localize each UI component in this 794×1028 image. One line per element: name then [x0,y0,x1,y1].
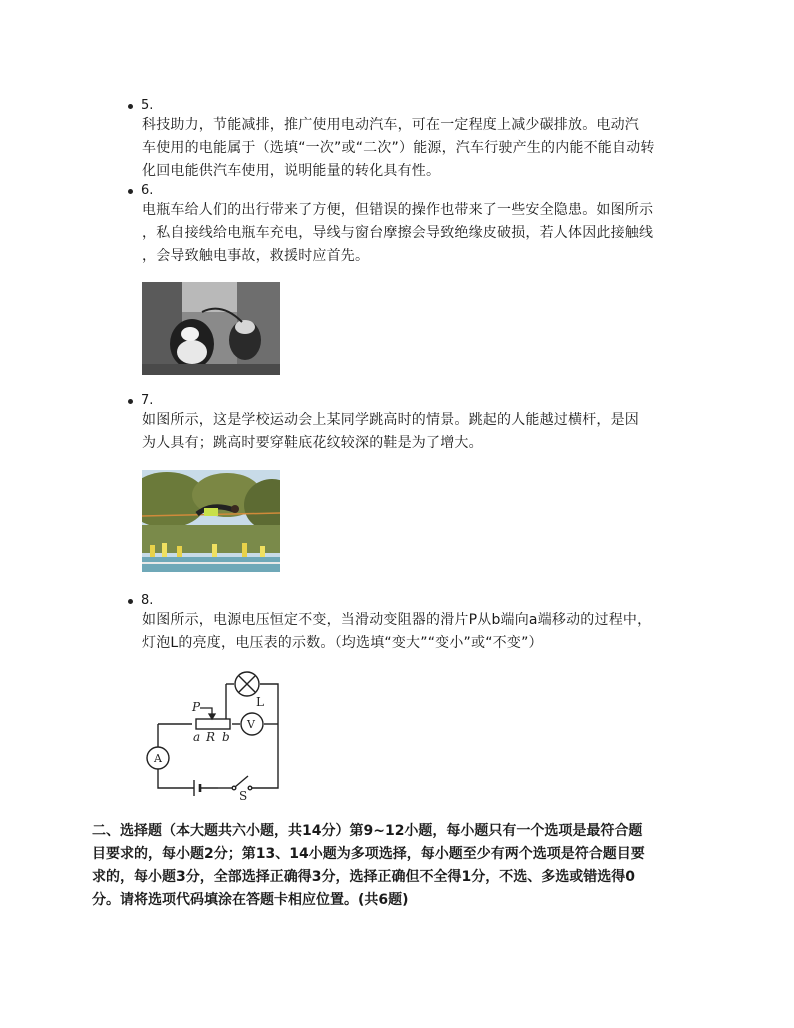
question-8-line-2: 灯泡L的亮度，电压表的示数。（均选填“变大”“变小”或“不变”） [142,635,543,651]
lamp-icon [235,672,259,696]
question-6-number-row [128,183,718,199]
question-5-number-row [128,98,718,114]
question-8-text [142,609,718,655]
rheostat-resistor [196,719,230,729]
section-2-line-1: 二、选择题（本大题共六小题，共14分）第9~12小题，每小题只有一个选项是最符合题 [92,823,643,839]
label-r: R [206,730,216,744]
ebike-charging-photo [142,282,280,375]
question-5-line-2: 车使用的电能属于（选填“一次”或“二次”）能源，汽车行驶产生的内能不能自动转 [142,140,655,156]
label-p: P [192,700,201,714]
question-8-line-1: 如图所示，电源电压恒定不变，当滑动变阻器的滑片P从b端向a端移动的过程中， [142,612,652,628]
question-6-number: 6. [141,183,154,198]
question-8 [128,593,718,655]
question-6 [128,183,718,268]
label-s: S [239,789,248,802]
question-6-line-2: ，私自接线给电瓶车充电，导线与窗台摩擦会导致绝缘皮破损，若人体因此接触线 [142,225,654,241]
section-2-line-2: 目要求的，每小题2分；第13、14小题为多项选择，每小题至少有两个选项是符合题目要 [92,846,645,862]
circuit-diagram [140,666,290,802]
bullet-icon [128,189,133,194]
question-5-number: 5. [141,98,154,113]
section-2-line-3: 求的，每小题3分，全部选择正确得3分，选择正确但不全得1分，不选、多选或错选得0 [92,869,635,885]
question-6-text [142,199,718,268]
question-8-number: 8. [141,593,154,608]
switch-icon [232,776,252,790]
label-a: a [193,730,201,744]
question-6-line-1: 电瓶车给人们的出行带来了方便，但错误的操作也带来了一些安全隐患。如图所示 [142,202,654,218]
question-7-number: 7. [141,393,154,408]
label-v: V [247,718,255,731]
battery-icon [194,780,218,796]
bullet-icon [128,104,133,109]
question-7-line-2: 为人具有；跳高时要穿鞋底花纹较深的鞋是为了增大。 [142,435,483,451]
label-l: L [256,695,264,709]
label-b: b [222,730,230,744]
section-2-line-4: 分。请将选项代码填涂在答题卡相应位置。(共6题) [92,892,409,908]
slider-arrow-icon [200,708,215,719]
question-5 [128,98,718,183]
question-7-line-1: 如图所示，这是学校运动会上某同学跳高时的情景。跳起的人能越过横杆，是因 [142,412,639,428]
high-jump-photo [142,470,280,572]
question-7-number-row [128,393,718,409]
bullet-icon [128,599,133,604]
question-6-line-3: ，会导致触电事故，救援时应首先。 [142,248,370,264]
question-5-line-3: 化回电能供汽车使用，说明能量的转化具有性。 [142,163,441,179]
section-2-instructions [92,820,712,912]
question-8-number-row [128,593,718,609]
question-7 [128,393,718,455]
bullet-icon [128,399,133,404]
question-7-text [142,409,718,455]
question-5-line-1: 科技助力，节能减排，推广使用电动汽车，可在一定程度上减少碳排放。电动汽 [142,117,639,133]
label-a-meter: A [154,752,162,765]
question-5-text [142,114,718,183]
